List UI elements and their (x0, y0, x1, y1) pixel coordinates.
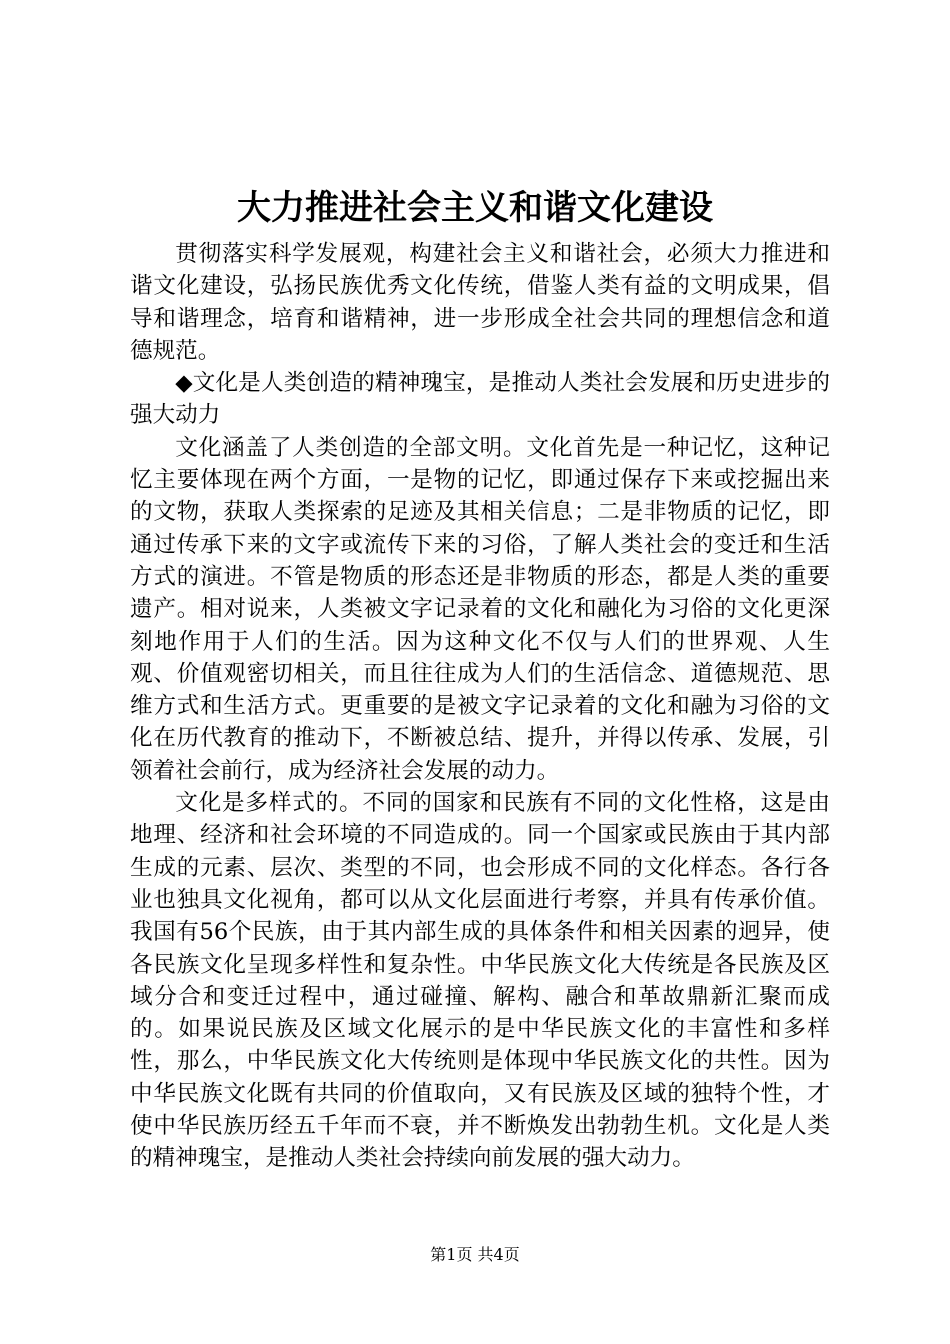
paragraph-culture-diversity: 文化是多样式的。不同的国家和民族有不同的文化性格，这是由地理、经济和社会环境的不同造成的。同一个国家或民族由于其内部生成的元素、层次、类型的不同，也会形成不同的文化样态。各行各业也独具文化视角，都可以从文化层面进行考察，并具有传承价值。我国有56个民族，由于其内部生成的具体条件和相关因素的迥异，使各民族文化呈现多样性和复杂性。中华民族文化大传统是各民族及区域分合和变迁过程中，通过碰撞、解构、融合和革故鼎新汇聚而成的。如果说民族及区域文化展示的是中华民族文化的丰富性和多样性，那么，中华民族文化大传统则是体现中华民族文化的共性。因为中华民族文化既有共同的价值取向，又有民族及区域的独特个性，才使中华民族历经五千年而不衰，并不断焕发出勃勃生机。文化是人类的精神瑰宝，是推动人类社会持续向前发展的强大动力。 (130, 790, 830, 1172)
document-title: 大力推进社会主义和谐文化建设 (237, 188, 713, 228)
document-body (130, 238, 830, 1175)
paragraph-culture-memory: 文化涵盖了人类创造的全部文明。文化首先是一种记忆，这种记忆主要体现在两个方面，一是物的记忆，即通过保存下来或挖掘出来的文物，获取人类探索的足迹及其相关信息；二是非物质的记忆，即通过传承下来的文字或流传下来的习俗，了解人类社会的变迁和生活方式的演进。不管是物质的形态还是非物质的形态，都是人类的重要遗产。相对说来，人类被文字记录着的文化和融化为习俗的文化更深刻地作用于人们的生活。因为这种文化不仅与人们的世界观、人生观、价值观密切相关，而且往往成为人们的生活信念、道德规范、思维方式和生活方式。更重要的是被文字记录着的文化和融为习俗的文化在历代教育的推动下，不断被总结、提升，并得以传承、发展，引领着社会前行，成为经济社会发展的动力。 (130, 434, 830, 784)
page-footer: 第1页 共4页 (430, 1245, 520, 1264)
paragraph-intro: 贯彻落实科学发展观，构建社会主义和谐社会，必须大力推进和谐文化建设，弘扬民族优秀文化传统，借鉴人类有益的文明成果，倡导和谐理念，培育和谐精神，进一步形成全社会共同的理想信念和道德规范。 (130, 241, 830, 364)
section-heading: ◆文化是人类创造的精神瑰宝，是推动人类社会发展和历史进步的强大动力 (130, 370, 830, 429)
